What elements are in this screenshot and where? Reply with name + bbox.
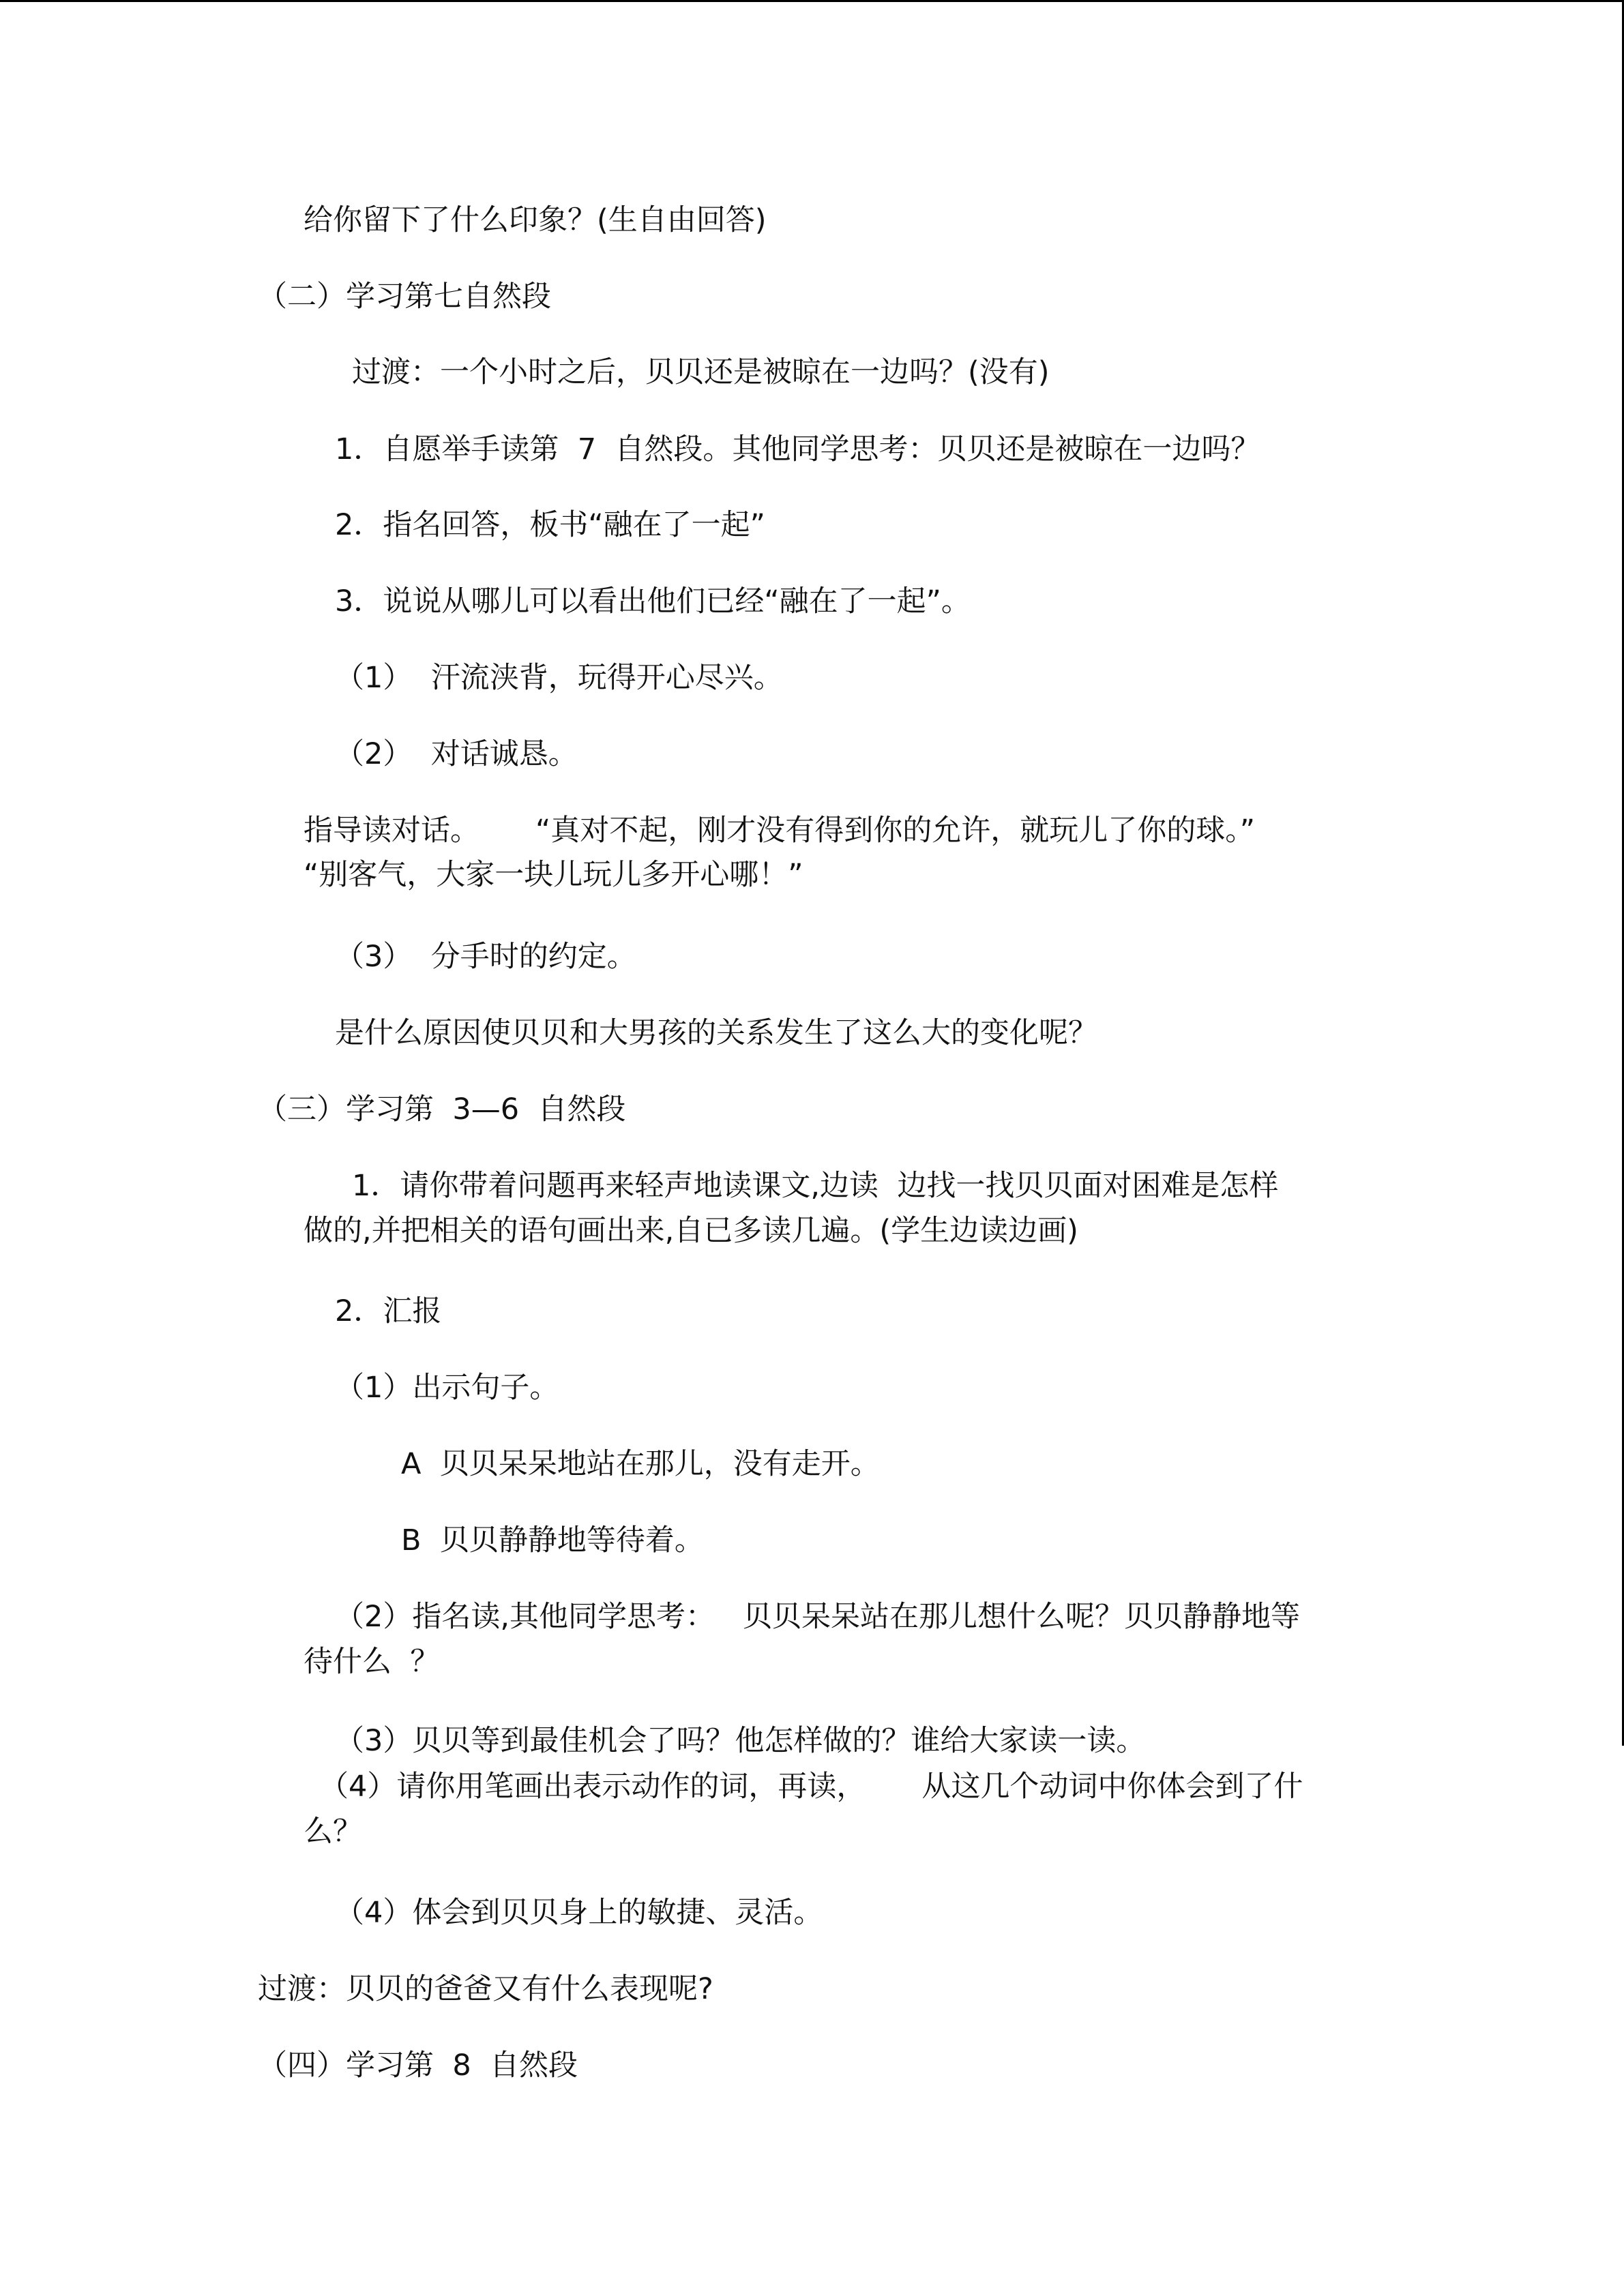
text-line-sentence-b: B 贝贝静静地等待着。: [401, 1523, 704, 1557]
text-line-dialogue-guide: 指导读对话。 “真对不起，刚才没有得到你的允许，就玩儿了你的球。”: [304, 814, 1256, 848]
section-heading-3: （三）学习第 3—6 自然段: [258, 1092, 626, 1127]
text-line-sub-3-2a: （2）指名读,其他同学思考： 贝贝呆呆站在那儿想什么呢？贝贝静静地等: [335, 1600, 1301, 1634]
text-line-sub-3-5: （4）体会到贝贝身上的敏捷、灵活。: [335, 1896, 823, 1930]
text-line-sub-1: （1） 汗流浃背，玩得开心尽兴。: [335, 661, 783, 695]
section-heading-4: （四）学习第 8 自然段: [258, 2048, 578, 2083]
section-heading-2: （二）学习第七自然段: [258, 280, 551, 314]
text-line-item-3: 3．说说从哪儿可以看出他们已经“融在了一起”。: [335, 584, 971, 618]
text-line-sub-3-1: （1）出示句子。: [335, 1371, 559, 1405]
text-line-dialogue-2: “别客气，大家一块儿玩儿多开心哪！”: [304, 858, 803, 892]
text-line-sub-2: （2） 对话诚恳。: [335, 737, 578, 771]
text-line-sub-3-4a: （4）请你用笔画出表示动作的词，再读， 从这几个动词中你体会到了什: [319, 1770, 1303, 1804]
text-line-item-3-1a: 1．请你带着问题再来轻声地读课文,边读 边找一找贝贝面对困难是怎样: [352, 1169, 1279, 1203]
text-line-1: 给你留下了什么印象？(生自由回答): [304, 203, 767, 237]
text-line-item-3-1b: 做的,并把相关的语句画出来,自已多读几遍。(学生边读边画): [304, 1214, 1078, 1248]
text-line-question: 是什么原因使贝贝和大男孩的关系发生了这么大的变化呢？: [335, 1016, 1097, 1050]
text-line-transition-1: 过渡：一个小时之后，贝贝还是被晾在一边吗？(没有): [352, 355, 1050, 389]
text-line-sub-3-2b: 待什么 ？: [304, 1645, 440, 1679]
page-top-border: [0, 0, 1624, 2]
text-line-item-1: 1．自愿举手读第 7 自然段。其他同学思考：贝贝还是被晾在一边吗？: [335, 432, 1260, 466]
text-line-item-3-2: 2．汇报: [335, 1294, 442, 1328]
text-line-sub-3-4b: 么？: [304, 1815, 362, 1849]
text-line-sentence-a: A 贝贝呆呆地站在那儿，没有走开。: [401, 1447, 880, 1481]
text-line-sub-3: （3） 分手时的约定。: [335, 940, 636, 974]
text-line-transition-2: 过渡：贝贝的爸爸又有什么表现呢?: [258, 1972, 713, 2006]
text-line-sub-3-3: （3）贝贝等到最佳机会了吗？他怎样做的？谁给大家读一读。: [335, 1724, 1146, 1758]
text-line-item-2: 2．指名回答，板书“融在了一起”: [335, 508, 765, 542]
